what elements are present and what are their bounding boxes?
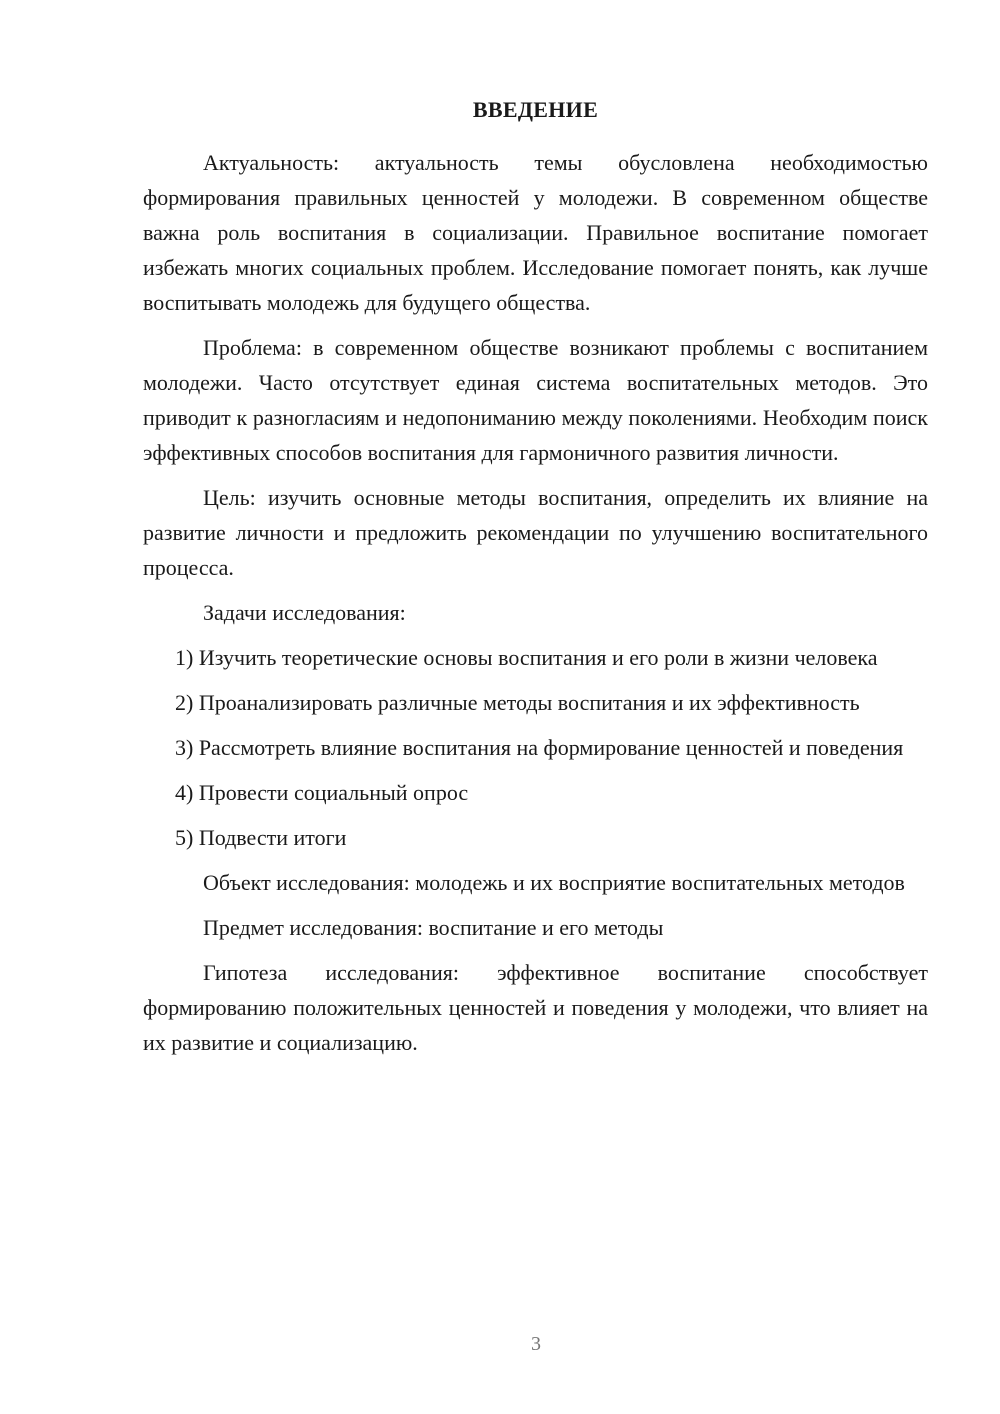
hypothesis-paragraph: Гипотеза исследования: эффективное воспитание способствует формированию положительных ценностей и поведения у молодежи, что влияет на их развитие и социализацию.	[143, 960, 928, 1055]
subject-paragraph: Предмет исследования: воспитание и его методы	[203, 915, 664, 940]
object-paragraph: Объект исследования: молодежь и их восприятие воспитательных методов	[203, 870, 905, 895]
page-number: 3	[531, 1333, 541, 1355]
goal-paragraph: Цель: изучить основные методы воспитания, определить их влияние на развитие личности и предложить рекомендации по улучшению воспитательного процесса.	[143, 485, 928, 580]
document-page	[143, 95, 928, 1070]
relevance-paragraph: Актуальность: актуальность темы обусловлена необходимостью формирования правильных ценностей у молодежи. В современном обществе важна роль воспитания в социализации. Правильное воспитание помогает избежать многих социальных проблем. Исследование помогает понять, как лучше воспитывать молодежь для будущего общества.	[143, 150, 928, 315]
tasks-heading: Задачи исследования:	[203, 600, 406, 625]
list-item: 2) Проанализировать различные методы воспитания и их эффективность	[175, 690, 860, 715]
list-item: 1) Изучить теоретические основы воспитания и его роли в жизни человека	[175, 645, 878, 670]
list-item: 3) Рассмотреть влияние воспитания на формирование ценностей и поведения	[175, 735, 904, 760]
page-title: ВВЕДЕНИЕ	[472, 97, 599, 122]
list-item: 4) Провести социальный опрос	[175, 780, 469, 805]
list-item: 5) Подвести итоги	[175, 825, 347, 850]
problem-paragraph: Проблема: в современном обществе возникают проблемы с воспитанием молодежи. Часто отсутствует единая система воспитательных методов. Это приводит к разногласиям и недопониманию между поколениями. Необходим поиск эффективных способов воспитания для гармоничного развития личности.	[143, 335, 928, 465]
tasks-list	[143, 640, 928, 855]
